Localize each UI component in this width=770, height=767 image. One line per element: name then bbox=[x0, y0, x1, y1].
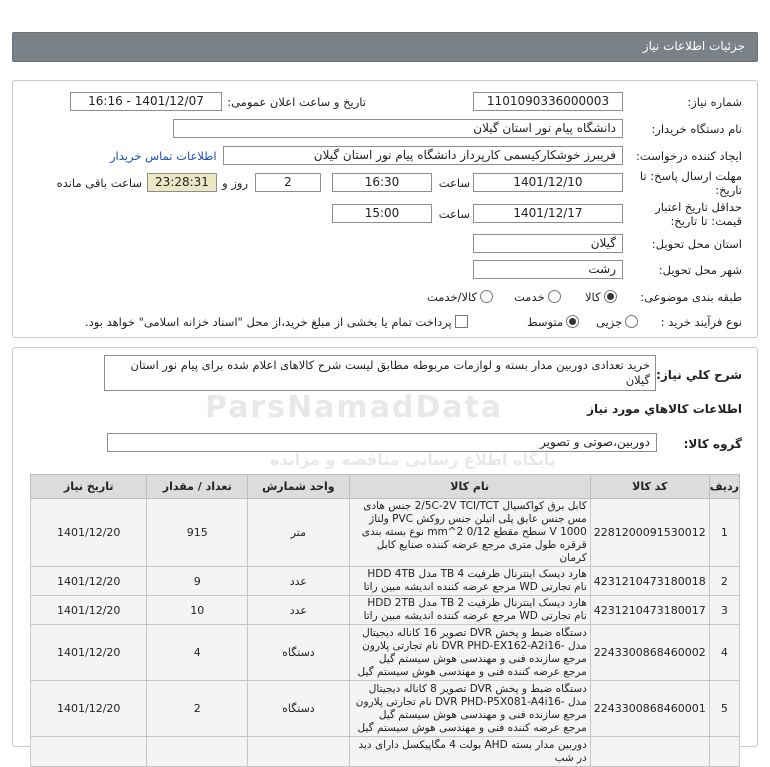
row-qty: 9 bbox=[147, 567, 248, 596]
table-header-row bbox=[31, 475, 740, 499]
table-row[interactable] bbox=[31, 737, 740, 767]
radio-icon[interactable] bbox=[548, 290, 561, 303]
row-unit: عدد bbox=[248, 567, 350, 596]
items-table bbox=[30, 474, 740, 767]
category-label: طبقه بندی موضوعی: bbox=[640, 290, 742, 304]
row-code: 2243300868460001 bbox=[590, 681, 709, 737]
row-unit bbox=[248, 737, 350, 767]
row-qty: 4 bbox=[147, 625, 248, 681]
row-name: هارد دیسک اینترنال ظرفیت 2 TB مدل HDD 2TB نام تجارتی WD مرجع عرضه کننده اندیشه مبین راتا bbox=[349, 596, 590, 625]
treasury-payment-option[interactable]: پرداخت تمام یا بخشی از مبلغ خرید،از محل "اسناد خزانه اسلامی" خواهد بود. bbox=[85, 314, 468, 329]
row-index: 1 bbox=[709, 499, 739, 567]
row-name: دستگاه ضبط و پخش DVR تصویر 8 کاناله دیجیتال مدل -DVR PHD-P5X081-A4i16 نام تجارتی پلارون مرجع سازنده فنی و مهندسی هوش سیستم گیل مرجع عرضه کننده فنی و مهندسی هوش سیستم گیل bbox=[349, 681, 590, 737]
row-index: 2 bbox=[709, 567, 739, 596]
col-header-name: نام کالا bbox=[349, 475, 590, 499]
requester-field[interactable]: فریبرز خوشکارکیسمی کارپرداز دانشگاه پیام نور استان گیلان bbox=[223, 146, 623, 165]
row-date: 1401/12/20 bbox=[31, 596, 147, 625]
announce-label: تاریخ و ساعت اعلان عمومی: bbox=[227, 95, 366, 109]
row-unit: دستگاه bbox=[248, 681, 350, 737]
row-date: 1401/12/20 bbox=[31, 625, 147, 681]
col-header-date: تاریخ نیاز bbox=[31, 475, 147, 499]
need-number-label: شماره نیاز: bbox=[687, 95, 742, 109]
validity-label: حداقل تاریخ اعتبار bbox=[655, 200, 742, 214]
days-label: روز و bbox=[222, 176, 248, 190]
reply-deadline-label-2: تاریخ: bbox=[715, 183, 742, 197]
row-index: 3 bbox=[709, 596, 739, 625]
reply-time-label: ساعت bbox=[438, 176, 470, 190]
row-name: کابل برق کواکسیال 2/5C-2V TCI/TCT جنس هادی مس جنس عایق پلی اتیلن جنس روکش PVC ولتاژ 1000 V سطح مقطع 0/12 mm^2 نوع بسته بندی قرقره طول متری مرجع عرضه کننده صنایع کابل کرمان bbox=[349, 499, 590, 567]
row-code: 4231210473180017 bbox=[590, 596, 709, 625]
table-row[interactable] bbox=[31, 681, 740, 737]
city-field[interactable]: رشت bbox=[473, 260, 623, 279]
row-unit: متر bbox=[248, 499, 350, 567]
row-name: دستگاه ضبط و پخش DVR تصویر 16 کاناله دیجیتال مدل -DVR PHD-EX162-A2i16 نام تجارتی پلارون مرجع سازنده فنی و مهندسی هوش سیستم گیل مرجع عرضه کننده فنی و مهندسی هوش سیستم گیل bbox=[349, 625, 590, 681]
buyer-org-field[interactable]: دانشگاه پیام نور استان گیلان bbox=[173, 119, 623, 138]
checkbox-icon[interactable] bbox=[455, 315, 468, 328]
remaining-label: ساعت باقی مانده bbox=[56, 176, 142, 190]
row-name: هارد دیسک اینترنال ظرفیت 4 TB مدل HDD 4TB نام تجارتی WD مرجع عرضه کننده اندیشه مبین راتا bbox=[349, 567, 590, 596]
row-qty: 2 bbox=[147, 681, 248, 737]
col-header-unit: واحد شمارش bbox=[248, 475, 350, 499]
col-header-index: ردیف bbox=[709, 475, 739, 499]
row-qty bbox=[147, 737, 248, 767]
days-field[interactable]: 2 bbox=[255, 173, 321, 192]
radio-icon[interactable] bbox=[604, 290, 617, 303]
contact-info-link[interactable]: اطلاعات تماس خریدار bbox=[110, 149, 217, 163]
page-title: جزئیات اطلاعات نیاز bbox=[642, 39, 745, 53]
province-field[interactable]: گیلان bbox=[473, 234, 623, 253]
row-qty: 915 bbox=[147, 499, 248, 567]
description-label: شرح کلي نياز: bbox=[656, 368, 742, 382]
validity-time-label: ساعت bbox=[438, 207, 470, 221]
category-option-service[interactable]: خدمت bbox=[514, 289, 561, 304]
row-date: 1401/12/20 bbox=[31, 681, 147, 737]
process-label: نوع فرآیند خرید : bbox=[660, 315, 742, 329]
validity-date-field[interactable]: 1401/12/17 bbox=[473, 204, 623, 223]
row-code: 2281200091530012 bbox=[590, 499, 709, 567]
row-code: 4231210473180018 bbox=[590, 567, 709, 596]
row-date: 1401/12/20 bbox=[31, 567, 147, 596]
table-row[interactable] bbox=[31, 625, 740, 681]
row-name: دوربین مدار بسته AHD بولت 4 مگاپیکسل دارای دید در شب bbox=[349, 737, 590, 767]
row-unit: عدد bbox=[248, 596, 350, 625]
row-index bbox=[709, 737, 739, 767]
goods-group-label: گروه کالا: bbox=[683, 437, 742, 451]
validity-label-2: قیمت: تا تاریخ: bbox=[670, 214, 742, 228]
buyer-org-label: نام دستگاه خریدار: bbox=[651, 122, 742, 136]
radio-icon[interactable] bbox=[566, 315, 579, 328]
city-label: شهر محل تحویل: bbox=[658, 263, 742, 277]
announce-field[interactable]: 1401/12/07 - 16:16 bbox=[70, 92, 222, 111]
province-label: استان محل تحویل: bbox=[651, 237, 742, 251]
category-option-goods[interactable]: کالا bbox=[585, 289, 617, 304]
reply-date-field[interactable]: 1401/12/10 bbox=[473, 173, 623, 192]
row-code bbox=[590, 737, 709, 767]
col-header-code: کد کالا bbox=[590, 475, 709, 499]
col-header-qty: تعداد / مقدار bbox=[147, 475, 248, 499]
table-row[interactable] bbox=[31, 499, 740, 567]
need-number-field[interactable]: 1101090336000003 bbox=[473, 92, 623, 111]
radio-icon[interactable] bbox=[625, 315, 638, 328]
description-box[interactable]: خرید تعدادی دوربین مدار بسته و لوازمات مربوطه مطابق لیست شرح کالاهای اعلام شده برای پیام نور استان گیلان bbox=[104, 355, 656, 391]
row-index: 4 bbox=[709, 625, 739, 681]
row-unit: دستگاه bbox=[248, 625, 350, 681]
row-date bbox=[31, 737, 147, 767]
category-option-goods-service[interactable]: کالا/خدمت bbox=[427, 289, 493, 304]
row-code: 2243300868460002 bbox=[590, 625, 709, 681]
row-index: 5 bbox=[709, 681, 739, 737]
reply-time-field[interactable]: 16:30 bbox=[332, 173, 432, 192]
goods-group-field[interactable]: دوربین،صوتی و تصویر bbox=[107, 433, 657, 452]
process-option-medium[interactable]: متوسط bbox=[527, 314, 579, 329]
row-date: 1401/12/20 bbox=[31, 499, 147, 567]
radio-icon[interactable] bbox=[480, 290, 493, 303]
requester-label: ایجاد کننده درخواست: bbox=[636, 149, 742, 163]
process-option-minor[interactable]: جزیی bbox=[596, 314, 638, 329]
row-qty: 10 bbox=[147, 596, 248, 625]
reply-deadline-label: مهلت ارسال پاسخ: تا bbox=[639, 169, 742, 183]
page-header bbox=[12, 32, 758, 62]
validity-time-field[interactable]: 15:00 bbox=[332, 204, 432, 223]
remaining-time-field: 23:28:31 bbox=[147, 173, 217, 192]
table-row[interactable] bbox=[31, 596, 740, 625]
table-row[interactable] bbox=[31, 567, 740, 596]
goods-section-title: اطلاعات کالاهاي مورد نياز bbox=[587, 402, 742, 416]
